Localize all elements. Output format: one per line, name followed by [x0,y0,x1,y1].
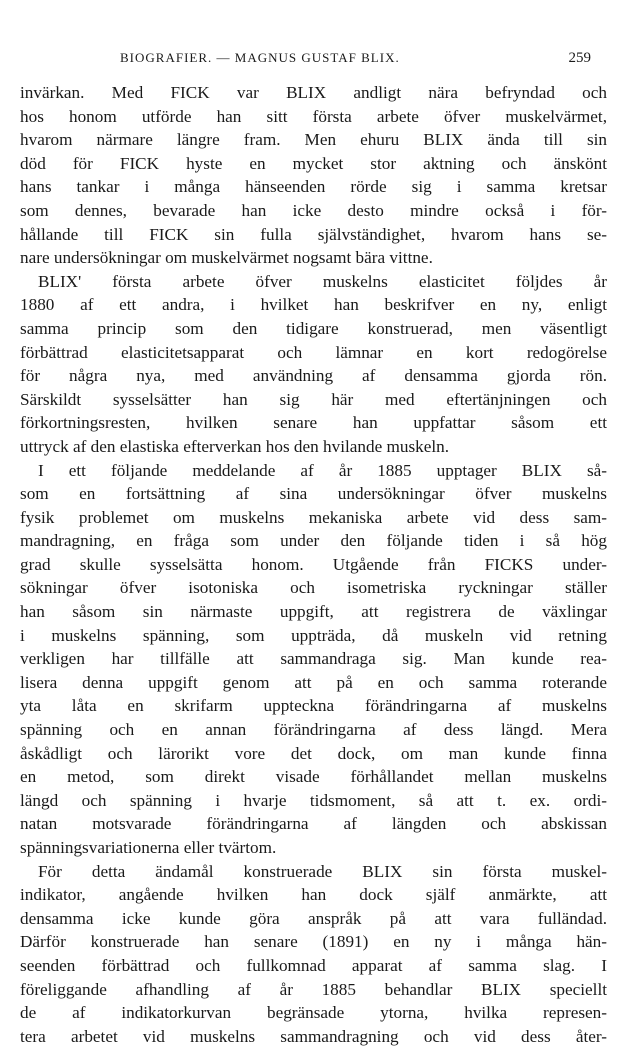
text-line: som dennes, bevarade han icke desto mindre också i för- [20,200,607,220]
text-line: han såsom sin närmaste uppgift, att registrera de växlingar [20,602,607,622]
text-line: hållande till FICK sin fulla självständighet, hvarom hans se- [20,224,607,244]
text-line: fysik problemet om muskelns mekaniska arbete vid dess sam- [20,507,607,527]
text-line: en metod, som direkt visade förhållandet mellan muskelns [20,767,607,787]
text-line: nare undersökningar om muskelvärmet nogsamt bära vittne. [20,248,433,268]
text-line: yta låta en skrifarm uppteckna förändringarna af muskelns [20,696,607,716]
body-text [20,81,607,1048]
text-line: Därför konstruerade han senare (1891) en ny i många hän- [20,932,607,952]
text-line: hos honom utförde han sitt första arbete öfver muskelvärmet, [20,106,607,126]
text-line: grad skulle sysselsätta honom. Utgående från FICKS under- [20,554,607,574]
text-line: spänning och en annan förändringarna af dess längd. Mera [20,720,607,740]
page-number: 259 [568,50,591,66]
text-line: BLIX' första arbete öfver muskelns elasticitet följdes år [38,271,607,291]
text-line: invärkan. Med FICK var BLIX andligt nära befryndad och [20,83,607,102]
text-line: indikator, angående hvilken han dock själf anmärkte, att [20,885,607,905]
text-line: lisera denna uppgift genom att på en och samma roterande [20,672,607,692]
text-line: förkortningsresten, hvilken senare han uppfattar såsom ett [20,413,607,433]
text-line: död för FICK hyste en mycket stor aktning och änskönt [20,153,607,173]
text-line: spänningsvariationerna eller tvärtom. [20,838,277,857]
text-line: förbättrad elasticitetsapparat och lämnar en kort redogörelse [20,342,607,362]
text-line: mandragning, en fråga som under den följande tiden i så hög [20,531,607,551]
text-line: föreliggande afhandling af år 1885 behandlar BLIX speciellt [20,979,607,999]
text-line: hans tankar i många hänseenden rörde sig i samma kretsar [20,177,607,197]
text-line: hvarom närmare längre fram. Men ehuru BLIX ända till sin [20,130,607,150]
text-line: densamma icke kunde göra anspråk på att vara fulländad. [20,908,607,928]
text-line: verkligen har tillfälle att sammandraga sig. Man kunde rea- [20,649,607,669]
text-line: natan motsvarade förändringarna af längden och abskissan [20,814,607,834]
text-line: i muskelns spänning, som uppträda, då muskeln vid retning [20,625,607,645]
page-header [20,50,607,80]
text-line: åskådligt och lärorikt vore det dock, om man kunde finna [20,743,607,763]
text-line: Särskildt sysselsätter han sig här med eftertänjningen och [20,389,607,409]
text-line: uttryck af den elastiska efterverkan hos den hvilande muskeln. [20,436,450,456]
text-line: tera arbetet vid muskelns sammandragning och vid dess åter- [20,1026,607,1046]
running-title: BIOGRAFIER. — MAGNUS GUSTAF BLIX. [120,50,400,65]
text-line: För detta ändamål konstruerade BLIX sin första muskel- [38,861,607,881]
text-line: sökningar öfver isotoniska och isometriska ryckningar ställer [20,578,607,598]
text-line: längd och spänning i hvarje tidsmoment, så att t. ex. ordi- [20,790,607,810]
text-line: 1880 af ett andra, i hvilket han beskrifver en ny, enligt [20,295,607,315]
text-line: I ett följande meddelande af år 1885 upptager BLIX så- [38,460,607,480]
text-line: de af indikatorkurvan begränsade ytorna, hvilka represen- [20,1003,607,1023]
text-line: samma princip som den tidigare konstruerad, men väsentligt [20,318,607,338]
text-line: seenden förbättrad och fullkomnad apparat af samma slag. I [20,955,607,975]
text-line: för några nya, med användning af densamma gjorda rön. [20,366,607,386]
text-line: som en fortsättning af sina undersökningar öfver muskelns [20,484,607,504]
